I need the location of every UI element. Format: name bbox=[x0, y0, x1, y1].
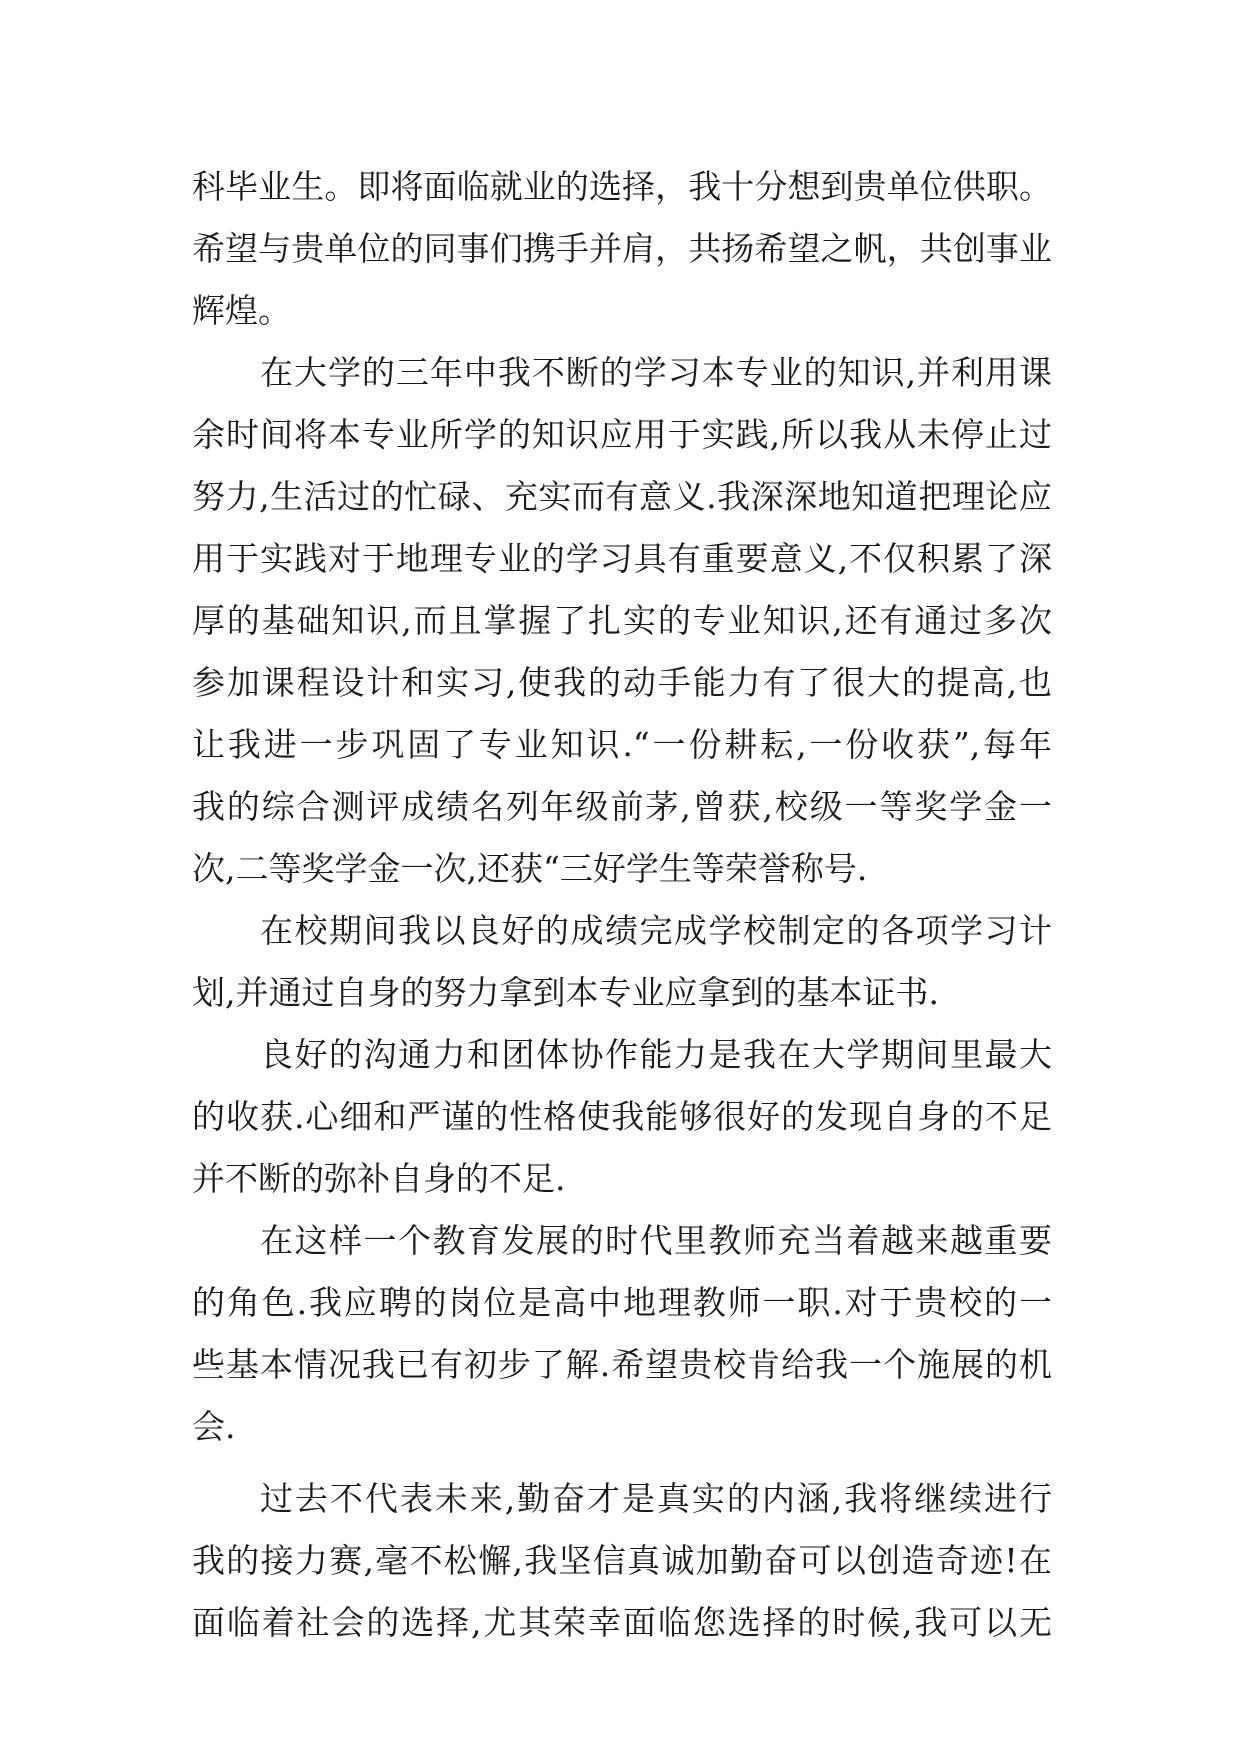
text-line: 辉煌。 bbox=[192, 291, 291, 330]
text-line: 厚的基础知识,而且掌握了扎实的专业知识,还有通过多次 bbox=[192, 601, 1052, 640]
text-line: 划,并通过自身的努力拿到本专业应拿到的基本证书. bbox=[192, 973, 939, 1012]
text-line: 我的综合测评成绩名列年级前茅,曾获,校级一等奖学金一 bbox=[192, 787, 1052, 826]
text-line: 在校期间我以良好的成绩完成学校制定的各项学习计 bbox=[260, 911, 1052, 950]
text-line: 并不断的弥补自身的不足. bbox=[192, 1159, 566, 1198]
text-line: 努力,生活过的忙碌、充实而有意义.我深深地知道把理论应 bbox=[192, 477, 1052, 516]
document-body bbox=[192, 156, 1052, 1654]
text-line: 在这样一个教育发展的时代里教师充当着越来越重要 bbox=[260, 1221, 1052, 1260]
text-line: 我的接力赛,毫不松懈,我坚信真诚加勤奋可以创造奇迹!在 bbox=[192, 1541, 1052, 1580]
text-line: 会. bbox=[192, 1407, 236, 1446]
text-line: 的收获.心细和严谨的性格使我能够很好的发现自身的不足 bbox=[192, 1097, 1052, 1136]
text-line: 的角色.我应聘的岗位是高中地理教师一职.对于贵校的一 bbox=[192, 1283, 1052, 1322]
text-line: 参加课程设计和实习,使我的动手能力有了很大的提高,也 bbox=[192, 663, 1052, 702]
text-line: 用于实践对于地理专业的学习具有重要意义,不仅积累了深 bbox=[192, 539, 1052, 578]
text-line: 让我进一步巩固了专业知识.“一份耕耘,一份收获”,每年 bbox=[192, 725, 1052, 764]
text-line: 些基本情况我已有初步了解.希望贵校肯给我一个施展的机 bbox=[192, 1345, 1052, 1384]
text-line: 科毕业生。即将面临就业的选择，我十分想到贵单位供职。 bbox=[192, 167, 1052, 206]
text-line: 余时间将本专业所学的知识应用于实践,所以我从未停止过 bbox=[192, 415, 1052, 454]
text-line: 在大学的三年中我不断的学习本专业的知识,并利用课 bbox=[260, 353, 1052, 392]
text-line: 面临着社会的选择,尤其荣幸面临您选择的时候,我可以无 bbox=[192, 1603, 1052, 1642]
text-line: 希望与贵单位的同事们携手并肩，共扬希望之帆，共创事业 bbox=[192, 229, 1052, 268]
paragraph-gap bbox=[192, 1458, 1052, 1468]
text-line: 过去不代表未来,勤奋才是真实的内涵,我将继续进行 bbox=[260, 1479, 1052, 1518]
text-line: 良好的沟通力和团体协作能力是我在大学期间里最大 bbox=[260, 1035, 1052, 1074]
text-line: 次,二等奖学金一次,还获“三好学生等荣誉称号. bbox=[192, 849, 868, 888]
